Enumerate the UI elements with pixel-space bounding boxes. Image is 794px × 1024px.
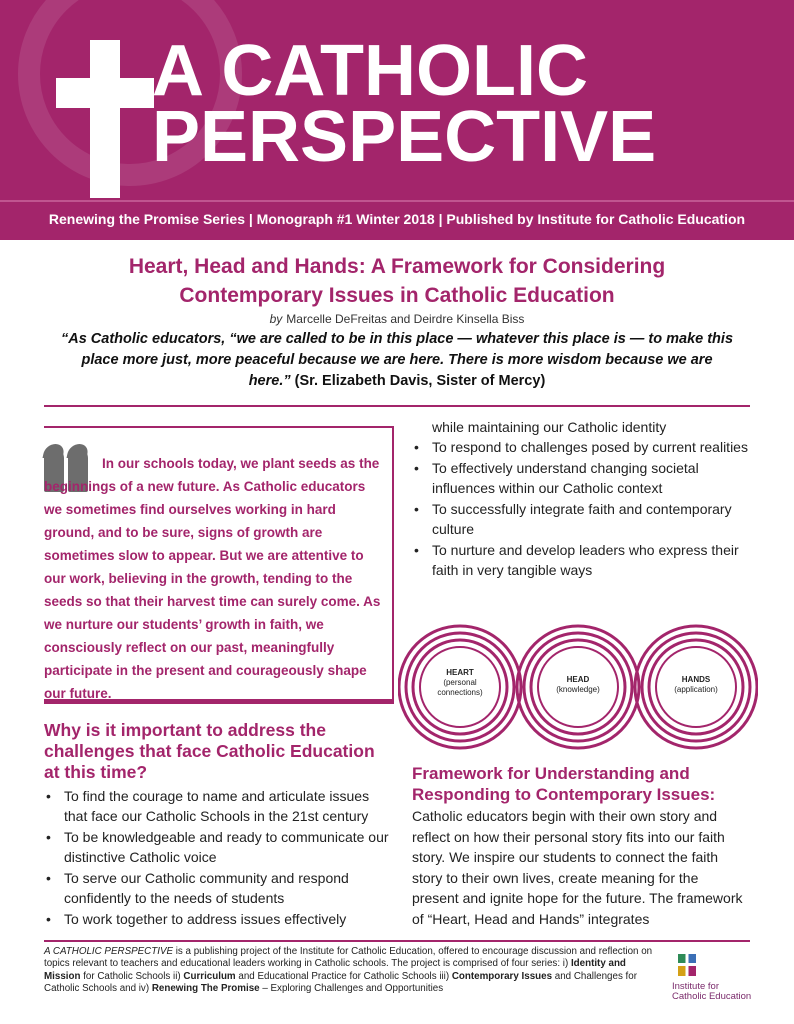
list-item: • To effectively understand changing societal influences within our Catholic context — [412, 458, 752, 498]
series-1-name: Identity and Mission — [44, 958, 626, 982]
series-4-name: Renewing The Promise — [151, 983, 260, 995]
series-1-rest: for Catholic Schools ii) — [80, 970, 184, 982]
logo-text — [672, 982, 752, 1002]
series-3-name: Contemporary Issues — [451, 970, 553, 982]
list-item: • To nurture and develop leaders who express their faith in very tangible ways — [412, 540, 752, 580]
byline-authors: Marcelle DeFreitas and Deirdre Kinsella Biss — [286, 312, 525, 326]
framework-heading: Framework for Understanding and Responding to Contemporary Issues: — [412, 764, 716, 804]
series-2-rest: and Educational Practice for Catholic Schools iii) — [235, 970, 452, 982]
goals-list — [412, 417, 752, 581]
why-list — [44, 786, 389, 930]
footer-intro: is a publishing project of the Institute for Catholic Education, offered to encourage discussion and reflection on topics relevant to teachers and educational leaders working in Catholic schools. The project is comprised of four series: i) — [44, 946, 653, 970]
article-title-line1: Heart, Head and Hands: A Framework for Considering — [128, 255, 666, 278]
list-item: • To respond to challenges posed by current realities — [412, 437, 752, 457]
head-label — [548, 675, 608, 695]
series-bar — [0, 200, 794, 240]
article-title-line2: Contemporary Issues in Catholic Education — [179, 284, 615, 307]
list-item: • To work together to address issues effectively — [44, 909, 389, 929]
logo-line2: Catholic Education — [672, 991, 752, 1002]
hands-title: HANDS — [681, 675, 711, 684]
opening-quote-text: “As Catholic educators, “we are called to be in this place — whatever this place is — to make this place more just, more peaceful because we are here. There is more wisdom because we are here.” — [60, 331, 734, 389]
hands-subtitle: (application) — [674, 685, 718, 694]
logo-mark-icon — [676, 952, 698, 978]
series-info: Renewing the Promise Series | Monograph #1 Winter 2018 | Published by Institute for Catholic Education — [48, 211, 746, 227]
logo-line1: Institute for — [672, 981, 719, 992]
list-item: • To successfully integrate faith and contemporary culture — [412, 499, 752, 539]
cross-icon — [56, 40, 154, 198]
head-subtitle: (knowledge) — [556, 685, 600, 694]
pull-quote-box — [44, 426, 394, 704]
ice-logo — [672, 950, 752, 1010]
framework-text: Catholic educators begin with their own story and reflect on how their personal story fits into our faith story. We inspire our students to connect the faith story to their own lives, create meaning for the present and ignite hope for the future. The framework of “Heart, Head and Hands” integrates — [412, 808, 743, 927]
list-item: • To serve our Catholic community and respond confidently to the needs of students — [44, 868, 389, 908]
masthead-title-line1: A CATHOLIC — [152, 31, 588, 111]
heart-subtitle: (personal connections) — [437, 678, 483, 697]
quote-attribution: (Sr. Elizabeth Davis, Sister of Mercy) — [290, 373, 546, 389]
pull-quote-text: In our schools today, we plant seeds as the beginnings of a new future. As Catholic educators we sometimes find ourselves working in hard ground, and to be sure, signs of growth are sometimes slow to appear. But we are attentive to our work, believing in the growth, tending to the seeds so that their harvest time can surely come. As we nurture our students’ growth in faith, we consciously reflect on our past, meaningfully participate in the present and courageously shape our future. — [44, 456, 381, 701]
series-2-name: Curriculum — [183, 970, 236, 982]
heart-label — [430, 668, 490, 698]
list-item: • To find the courage to name and articulate issues that face our Catholic Schools in the 21st century — [44, 786, 389, 826]
publication-name: A CATHOLIC PERSPECTIVE — [44, 946, 174, 957]
hands-label — [666, 675, 726, 695]
head-title: HEAD — [566, 675, 590, 684]
list-item: • To be knowledgeable and ready to communicate our distinctive Catholic voice — [44, 827, 389, 867]
masthead-title — [152, 31, 657, 177]
footer-text — [44, 946, 662, 996]
heart-title: HEART — [446, 668, 474, 677]
why-heading: Why is it important to address the challenges that face Catholic Education at this time? — [44, 720, 375, 782]
series-3-rest: and Challenges for Catholic Schools and iv) — [44, 970, 637, 995]
byline — [0, 312, 794, 326]
masthead-title-line2: PERSPECTIVE — [152, 97, 657, 177]
opening-quote — [60, 329, 734, 392]
masthead-banner — [0, 0, 794, 200]
article-title — [40, 252, 754, 310]
footer-divider — [44, 940, 750, 942]
series-4-rest: – Exploring Challenges and Opportunities — [259, 983, 444, 995]
list-continuation: while maintaining our Catholic identity — [432, 419, 667, 435]
heart-head-hands-diagram — [398, 622, 758, 752]
byline-prefix: by — [269, 312, 283, 326]
divider — [44, 405, 750, 407]
